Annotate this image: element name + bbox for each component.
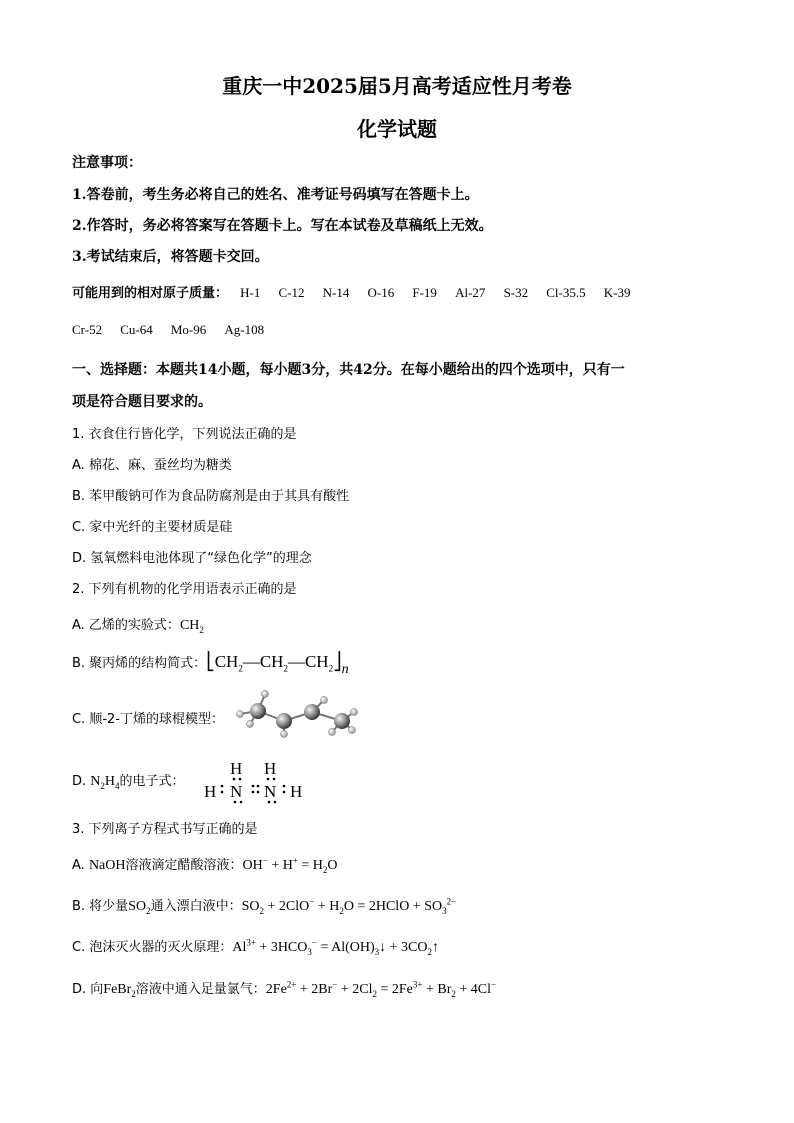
formula-so2: $SO_2$ [128, 899, 151, 916]
svg-text:N: N [230, 782, 243, 801]
q1-option-b: B. 苯甲酸钠可作为食品防腐剂是由于其具有酸性 [72, 489, 350, 504]
q3-option-b-pre: B. 将少量 [72, 899, 129, 914]
atomic-mass: F-19 [412, 285, 437, 300]
equation-d: $2Fe^{2+} + 2Br^- + 2Cl_2 = 2Fe^{3+} + Br_2 + 4Cl^-$ [265, 979, 497, 999]
formula-n2h4: $N_2H_4$ [90, 774, 120, 791]
atomic-mass: C-12 [278, 285, 305, 300]
q3-option-d-mid: 溶液中通入足量氯气： [135, 982, 266, 997]
exam-subtitle: 化学试题 [357, 117, 437, 141]
formula-polymer: $⎣CH_2—CH_2—CH_2⎦_n$ [206, 652, 349, 677]
q3-stem: 3. 下列离子方程式书写正确的是 [72, 822, 258, 837]
atomic-mass: Cl-35.5 [546, 285, 586, 300]
section-heading: 一、选择题：本题共14小题，每小题3分，共42分。在每小题给出的四个选项中，只有一 [72, 362, 625, 378]
svg-text:H: H [204, 782, 217, 801]
ball-stick-model-icon [232, 686, 362, 738]
q2-option-d-text: D. [72, 774, 91, 789]
atomic-mass: Cu-64 [120, 322, 153, 337]
svg-text:N: N [264, 782, 277, 801]
equation-c: $Al^{3+} + 3HCO_3^-$ = $Al(OH)_3↓$ + $3CO_2↑$ [232, 937, 439, 957]
q3-option-a-pre: A. [72, 858, 89, 873]
q2-option-b [72, 652, 349, 677]
q3-option-a [72, 854, 338, 875]
q2-option-b-text: B. 聚丙烯的结构简式： [72, 656, 207, 671]
q1-option-c: C. 家中光纤的主要材质是硅 [72, 520, 233, 535]
q3-option-c-text: C. 泡沫灭火器的灭火原理： [72, 940, 233, 955]
svg-text:H: H [230, 759, 243, 778]
q1-option-a: A. 棉花、麻、蚕丝均为糖类 [72, 458, 232, 473]
atomic-mass: H-1 [240, 285, 261, 300]
q2-option-a [72, 614, 204, 635]
q3-option-d [72, 978, 496, 999]
q2-option-c-text: C. 顺-2-丁烯的球棍模型： [72, 712, 224, 727]
formula-febr2: FeBr$_2$ [103, 982, 136, 999]
atomic-mass: K-39 [603, 285, 631, 300]
electron-dot-diagram-icon [204, 758, 314, 804]
atomic-mass: Ag-108 [224, 322, 265, 337]
note-item: 1.答卷前，考生务必将自己的姓名、准考证号码填写在答题卡上。 [72, 187, 479, 203]
atomic-mass: Mo-96 [170, 322, 207, 337]
q2-option-a-text: A. 乙烯的实验式： [72, 618, 180, 633]
notes-heading: 注意事项： [72, 155, 142, 171]
atomic-mass: N-14 [322, 285, 350, 300]
q1-stem: 1. 衣食住行皆化学，下列说法正确的是 [72, 427, 297, 442]
q3-option-b-mid: 通入漂白液中： [150, 899, 242, 914]
atomic-mass: Al-27 [455, 285, 486, 300]
atomic-mass: O-16 [367, 285, 395, 300]
q3-option-a-mid: 溶液滴定醋酸溶液： [125, 858, 243, 873]
formula-ch2: $CH_2$ [179, 618, 204, 635]
q3-option-d-pre: D. 向 [72, 982, 104, 997]
q3-option-c [72, 936, 439, 957]
atomic-mass-row-2 [72, 322, 278, 338]
q2-option-d-after: 的电子式： [119, 774, 185, 789]
q1-option-d: D. 氢氧燃料电池体现了“绿色化学”的理念 [72, 551, 312, 566]
atomic-mass: Cr-52 [72, 322, 103, 337]
formula-naoh: NaOH [88, 858, 126, 873]
equation-b: $SO_2 + 2ClO^- + H_2O$ = 2HClO + $SO_3^{2-}$ [241, 896, 457, 916]
svg-text:H: H [290, 782, 303, 801]
atomic-mass-row-1 [72, 282, 645, 301]
note-item: 2.作答时，务必将答案写在答题卡上。写在本试卷及草稿纸上无效。 [72, 218, 493, 234]
atomic-mass: S-32 [503, 285, 529, 300]
atomic-mass-label: 可能用到的相对原子质量： [72, 286, 229, 301]
equation-a: $OH^- + H^+ = H_2O$ [242, 855, 338, 875]
exam-title: 重庆一中2025届5月高考适应性月考卷 [222, 74, 572, 98]
svg-text:H: H [264, 759, 277, 778]
note-item: 3.考试结束后，将答题卡交回。 [72, 249, 269, 265]
section-heading-cont: 项是符合题目要求的。 [72, 394, 212, 410]
q2-option-c [72, 708, 224, 727]
q2-option-d [72, 770, 185, 791]
q3-option-b [72, 895, 456, 916]
q2-stem: 2. 下列有机物的化学用语表示正确的是 [72, 582, 297, 597]
